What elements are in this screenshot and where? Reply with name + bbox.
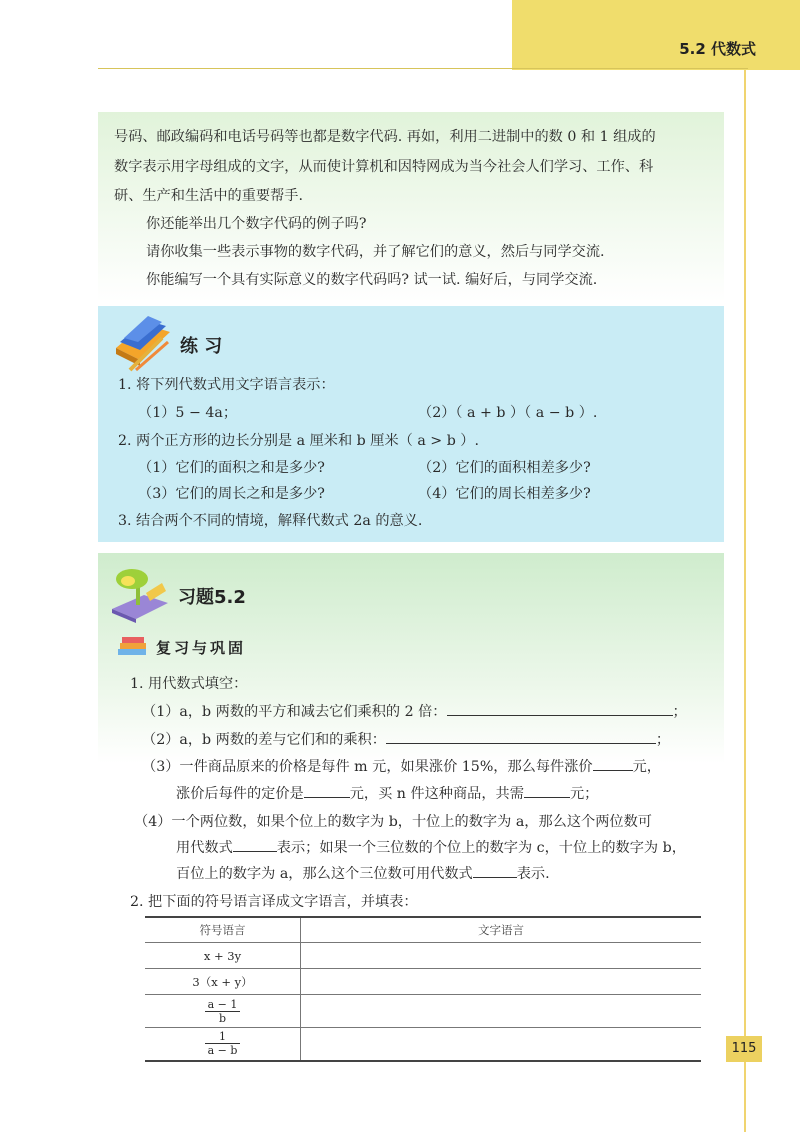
lamp-book-icon [106, 563, 170, 625]
exercise-q1-4a: （4）一个两位数，如果个位上的数字为 b，十位上的数字为 a，那么这个两位数可 [134, 814, 652, 830]
verbal-cell[interactable] [301, 995, 702, 1028]
section-title: 5.2 代数式 [679, 40, 756, 58]
exercise-q1: 1. 用代数式填空： [130, 676, 248, 692]
q1-3a-text: （3）一件商品原来的价格是每件 m 元，如果涨价 15%，那么每件涨价 [142, 759, 593, 775]
answer-blank[interactable] [386, 729, 656, 744]
practice-q1b: （2）（ a + b ）（ a − b ）. [418, 405, 598, 421]
practice-q1: 1. 将下列代数式用文字语言表示： [118, 377, 335, 393]
denominator: a − b [207, 1044, 238, 1058]
verbal-cell[interactable] [301, 1028, 702, 1061]
q1-3b-mid: 元，买 n 件这种商品，共需 [349, 786, 524, 802]
margin-rule [744, 70, 746, 1132]
practice-box [98, 306, 724, 542]
table-header-symbolic: 符号语言 [145, 917, 301, 943]
practice-q2: 2. 两个正方形的边长分别是 a 厘米和 b 厘米（ a > b ）. [118, 433, 479, 449]
intro-line: 你能编写一个具有实际意义的数字代码吗? 试一试. 编好后，与同学交流. [146, 272, 598, 288]
symbolic-cell: 3（x + y） [145, 969, 301, 995]
intro-line: 数字表示用字母组成的文字，从而使计算机和因特网成为当今社会人们学习、工作、科 [114, 159, 654, 175]
q1-2-text: （2）a，b 两数的差与它们和的乘积： [142, 732, 386, 748]
exercise-q1-1 [142, 701, 687, 721]
symbolic-cell [145, 1028, 301, 1061]
table-row [145, 1028, 701, 1061]
q1-4b-mid: 表示；如果一个三位数的个位上的数字为 c，十位上的数字为 b， [276, 840, 686, 856]
practice-q2a: （1）它们的面积之和是多少? [138, 460, 325, 476]
q1-4c-text: 百位上的数字为 a，那么这个三位数可用代数式 [176, 866, 473, 882]
numerator: 1 [205, 1030, 241, 1044]
practice-q2d: （4）它们的周长相差多少? [418, 486, 591, 502]
books-icon [114, 633, 150, 659]
answer-blank[interactable] [593, 756, 633, 771]
intro-line: 你还能举出几个数字代码的例子吗? [146, 216, 367, 232]
practice-q2b: （2）它们的面积相差多少? [418, 460, 591, 476]
semicolon: ； [655, 732, 671, 748]
practice-q1a: （1）5 − 4a； [138, 405, 238, 421]
fraction [205, 1030, 241, 1057]
numerator: a − 1 [205, 998, 241, 1012]
answer-blank[interactable] [447, 701, 673, 716]
semicolon: ； [672, 704, 687, 720]
q1-4c-end: 表示. [516, 866, 550, 882]
answer-blank[interactable] [524, 783, 570, 798]
page-number: 115 [726, 1036, 762, 1062]
table-header-verbal: 文字语言 [301, 917, 702, 943]
table-row [145, 995, 701, 1028]
exercise-q1-3a [142, 756, 661, 776]
exercise-q1-3b [176, 783, 598, 803]
answer-blank[interactable] [473, 863, 517, 878]
exercises-title: 习题5.2 [178, 587, 246, 608]
fraction [205, 998, 241, 1025]
translation-table [145, 916, 701, 1062]
denominator: b [218, 1011, 227, 1025]
table-row [145, 943, 701, 969]
intro-line: 请你收集一些表示事物的数字代码，并了解它们的意义，然后与同学交流. [146, 244, 605, 260]
verbal-cell[interactable] [301, 943, 702, 969]
chapter-header-bar [512, 0, 800, 70]
practice-title: 练 习 [180, 336, 223, 357]
verbal-cell[interactable] [301, 969, 702, 995]
q1-3a-end: 元， [632, 759, 661, 775]
intro-box [98, 112, 724, 302]
q1-3b-end: 元； [569, 786, 599, 802]
practice-q3: 3. 结合两个不同的情境，解释代数式 2a 的意义. [118, 513, 423, 529]
q1-3b-text: 涨价后每件的定价是 [176, 786, 304, 802]
symbolic-cell: x + 3y [145, 943, 301, 969]
header-rule [98, 68, 748, 69]
practice-q2c: （3）它们的周长之和是多少? [138, 486, 325, 502]
intro-line: 研、生产和生活中的重要帮手. [114, 188, 303, 204]
exercise-q1-2 [142, 729, 670, 749]
table-row [145, 969, 701, 995]
exercise-q2: 2. 把下面的符号语言译成文字语言，并填表： [130, 894, 418, 910]
q1-1-text: （1）a，b 两数的平方和减去它们乘积的 2 倍： [142, 704, 447, 720]
answer-blank[interactable] [304, 783, 350, 798]
answer-blank[interactable] [233, 837, 277, 852]
intro-line: 号码、邮政编码和电话号码等也都是数字代码. 再如，利用二进制中的数 0 和 1 组成的 [114, 129, 656, 145]
symbolic-cell [145, 995, 301, 1028]
q1-4b-text: 用代数式 [176, 840, 233, 856]
review-subtitle: 复习与巩固 [156, 639, 247, 657]
exercise-q1-4c [176, 863, 550, 883]
exercise-q1-4b [176, 837, 686, 857]
book-pencil-icon [110, 312, 172, 372]
